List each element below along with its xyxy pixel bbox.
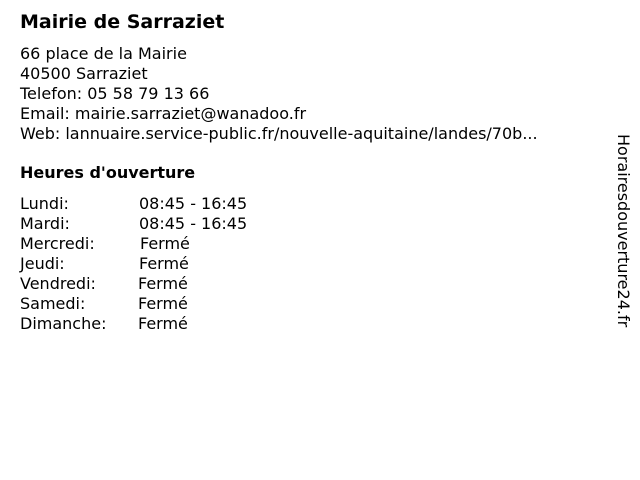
postal-city: 40500 Sarraziet (20, 64, 148, 83)
hours-value: Fermé (138, 274, 188, 293)
hours-heading: Heures d'ouverture (20, 163, 196, 182)
day-label: Jeudi: (20, 254, 65, 273)
phone-number: Telefon: 05 58 79 13 66 (20, 84, 210, 103)
day-label: Dimanche: (20, 314, 107, 333)
day-label: Vendredi: (20, 274, 96, 293)
hours-value: 08:45 - 16:45 (139, 194, 248, 213)
day-label: Mardi: (20, 214, 70, 233)
hours-value: 08:45 - 16:45 (139, 214, 248, 233)
hours-value: Fermé (138, 294, 188, 313)
site-watermark: Horairesdouverture24.fr (614, 134, 633, 328)
hours-value: Fermé (138, 314, 188, 333)
day-label: Samedi: (20, 294, 86, 313)
page-title: Mairie de Sarraziet (20, 11, 225, 33)
website-url: Web: lannuaire.service-public.fr/nouvelle-aquitaine/landes/70b... (20, 124, 538, 143)
street-address: 66 place de la Mairie (20, 44, 187, 63)
email-address: Email: mairie.sarraziet@wanadoo.fr (20, 104, 307, 123)
hours-value: Fermé (139, 254, 189, 273)
address-block (20, 44, 538, 144)
hours-value: Fermé (140, 234, 190, 253)
day-label: Lundi: (20, 194, 69, 213)
day-label: Mercredi: (20, 234, 95, 253)
